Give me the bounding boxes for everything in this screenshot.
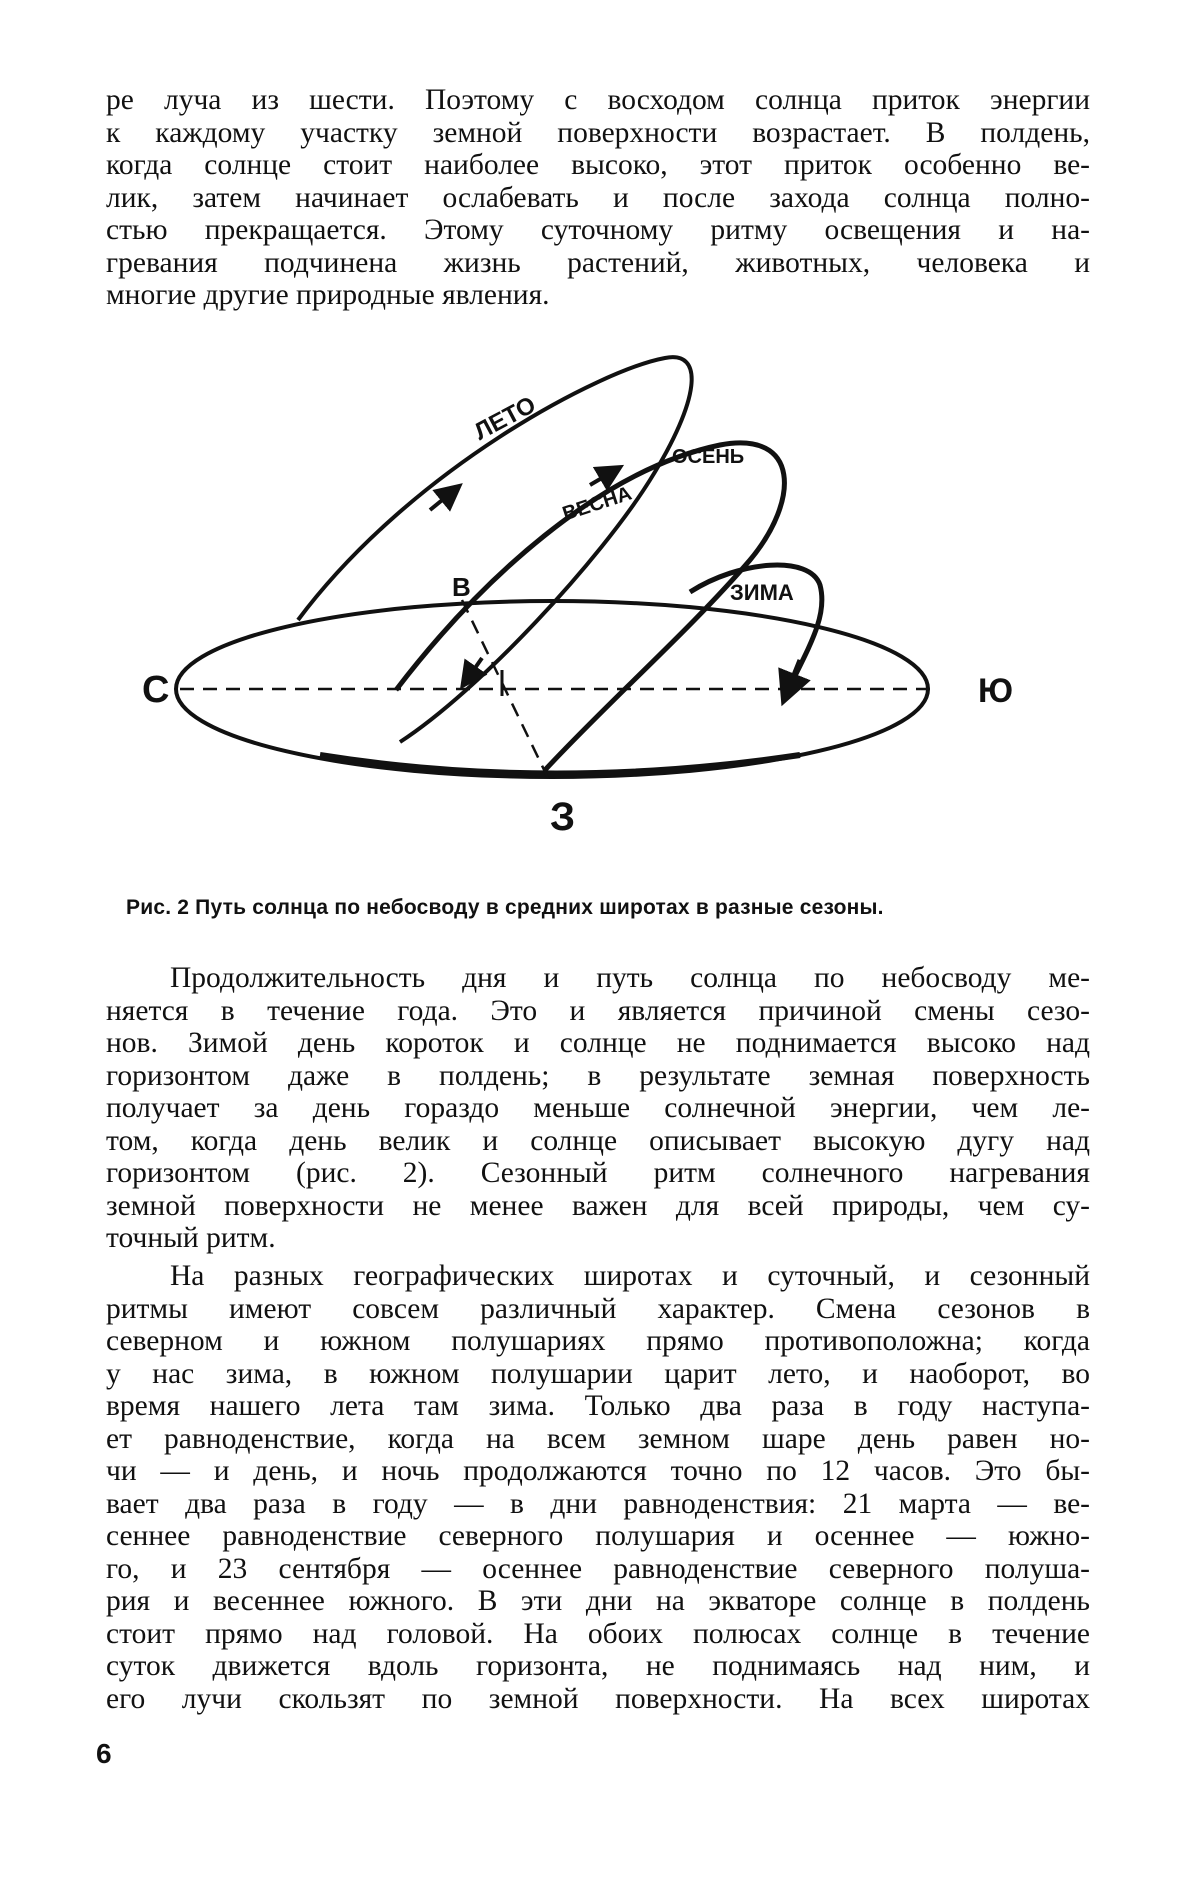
text-line: сеннее равноденствие северного полушария и осеннее — южно- xyxy=(106,1520,1090,1552)
label-east: В xyxy=(452,572,471,602)
equinox-arrow-down xyxy=(468,658,482,678)
label-south: Ю xyxy=(978,672,1014,710)
text-line: его лучи скользят по земной поверхности. На всех широтах xyxy=(106,1682,1090,1715)
label-autumn: ОСЕНЬ xyxy=(672,446,745,468)
label-north: С xyxy=(142,669,170,711)
text-line: получает за день гораздо меньше солнечной энергии, чем ле- xyxy=(106,1092,1090,1124)
label-spring: ВЕСНА xyxy=(559,482,635,526)
text-line: ритмы имеют совсем различный характер. Смена сезонов в xyxy=(106,1292,1090,1325)
text-line: земной поверхности не менее важен для всей природы, чем су- xyxy=(106,1189,1090,1222)
text-line: го, и 23 сентября — осеннее равноденствие северного полуша- xyxy=(106,1552,1090,1585)
text-line: когда солнце стоит наиболее высоко, этот приток особенно ве- xyxy=(106,149,1090,181)
label-west: З xyxy=(550,795,576,839)
text-line: рия и весеннее южного. В эти дни на экваторе солнце в полдень xyxy=(106,1585,1090,1617)
text-line: ет равноденствие, когда на всем земном шаре день равен но- xyxy=(106,1422,1090,1455)
text-line: к каждому участку земной поверхности возрастает. В полдень, xyxy=(106,116,1090,149)
text-line: время нашего лета там зима. Только два раза в году наступа- xyxy=(106,1390,1090,1422)
text-line: няется в течение года. Это и является причиной смены сезо- xyxy=(106,994,1090,1027)
paragraph-3 xyxy=(106,1260,1090,1715)
text-line: точный ритм. xyxy=(106,1222,276,1254)
text-line: стоит прямо над головой. На обоих полюсах солнце в течение xyxy=(106,1617,1090,1650)
label-winter: ЗИМА xyxy=(730,580,794,605)
text-line: суток движется вдоль горизонта, не поднимаясь над ним, и xyxy=(106,1650,1090,1682)
text-line: гревания подчинена жизнь растений, животных, человека и xyxy=(106,246,1090,279)
text-line: лик, затем начинает ослабевать и после захода солнца полно- xyxy=(106,181,1090,214)
text-line: у нас зима, в южном полушарии царит лето, и наоборот, во xyxy=(106,1357,1090,1390)
label-summer: ЛЕТО xyxy=(469,391,541,446)
text-line: На разных географических широтах и суточный, и сезонный xyxy=(170,1260,1090,1292)
figure-caption: Рис. 2 Путь солнца по небосводу в средних широтах в разные сезоны. xyxy=(126,896,884,919)
summer-arrow xyxy=(430,492,452,510)
text-line: горизонтом даже в полдень; в результате земная поверхность xyxy=(106,1059,1090,1092)
paragraph-top xyxy=(106,84,1090,312)
text-line: том, когда день велик и солнце описывает высокую дугу над xyxy=(106,1124,1090,1157)
text-line: Продолжительность дня и путь солнца по небосводу ме- xyxy=(170,962,1090,994)
equinox-arrow xyxy=(590,472,612,485)
sun-path-diagram xyxy=(142,360,1060,880)
text-line: вает два раза в году — в дни равноденствия: 21 марта — ве- xyxy=(106,1487,1090,1520)
page-number: 6 xyxy=(96,1738,112,1769)
text-line: нов. Зимой день короток и солнце не поднимается высоко над xyxy=(106,1027,1090,1059)
text-line: ре луча из шести. Поэтому с восходом солнца приток энергии xyxy=(106,84,1090,116)
paragraph-2 xyxy=(106,962,1090,1255)
text-line: многие другие природные явления. xyxy=(106,279,550,311)
text-line: северном и южном полушариях прямо противоположна; когда xyxy=(106,1325,1090,1357)
text-line: горизонтом (рис. 2). Сезонный ритм солнечного нагревания xyxy=(106,1157,1090,1189)
equinox-path xyxy=(396,443,784,770)
text-line: стью прекращается. Этому суточному ритму освещения и на- xyxy=(106,214,1090,246)
text-line: чи — и день, и ночь продолжаются точно по 12 часов. Это бы- xyxy=(106,1455,1090,1487)
